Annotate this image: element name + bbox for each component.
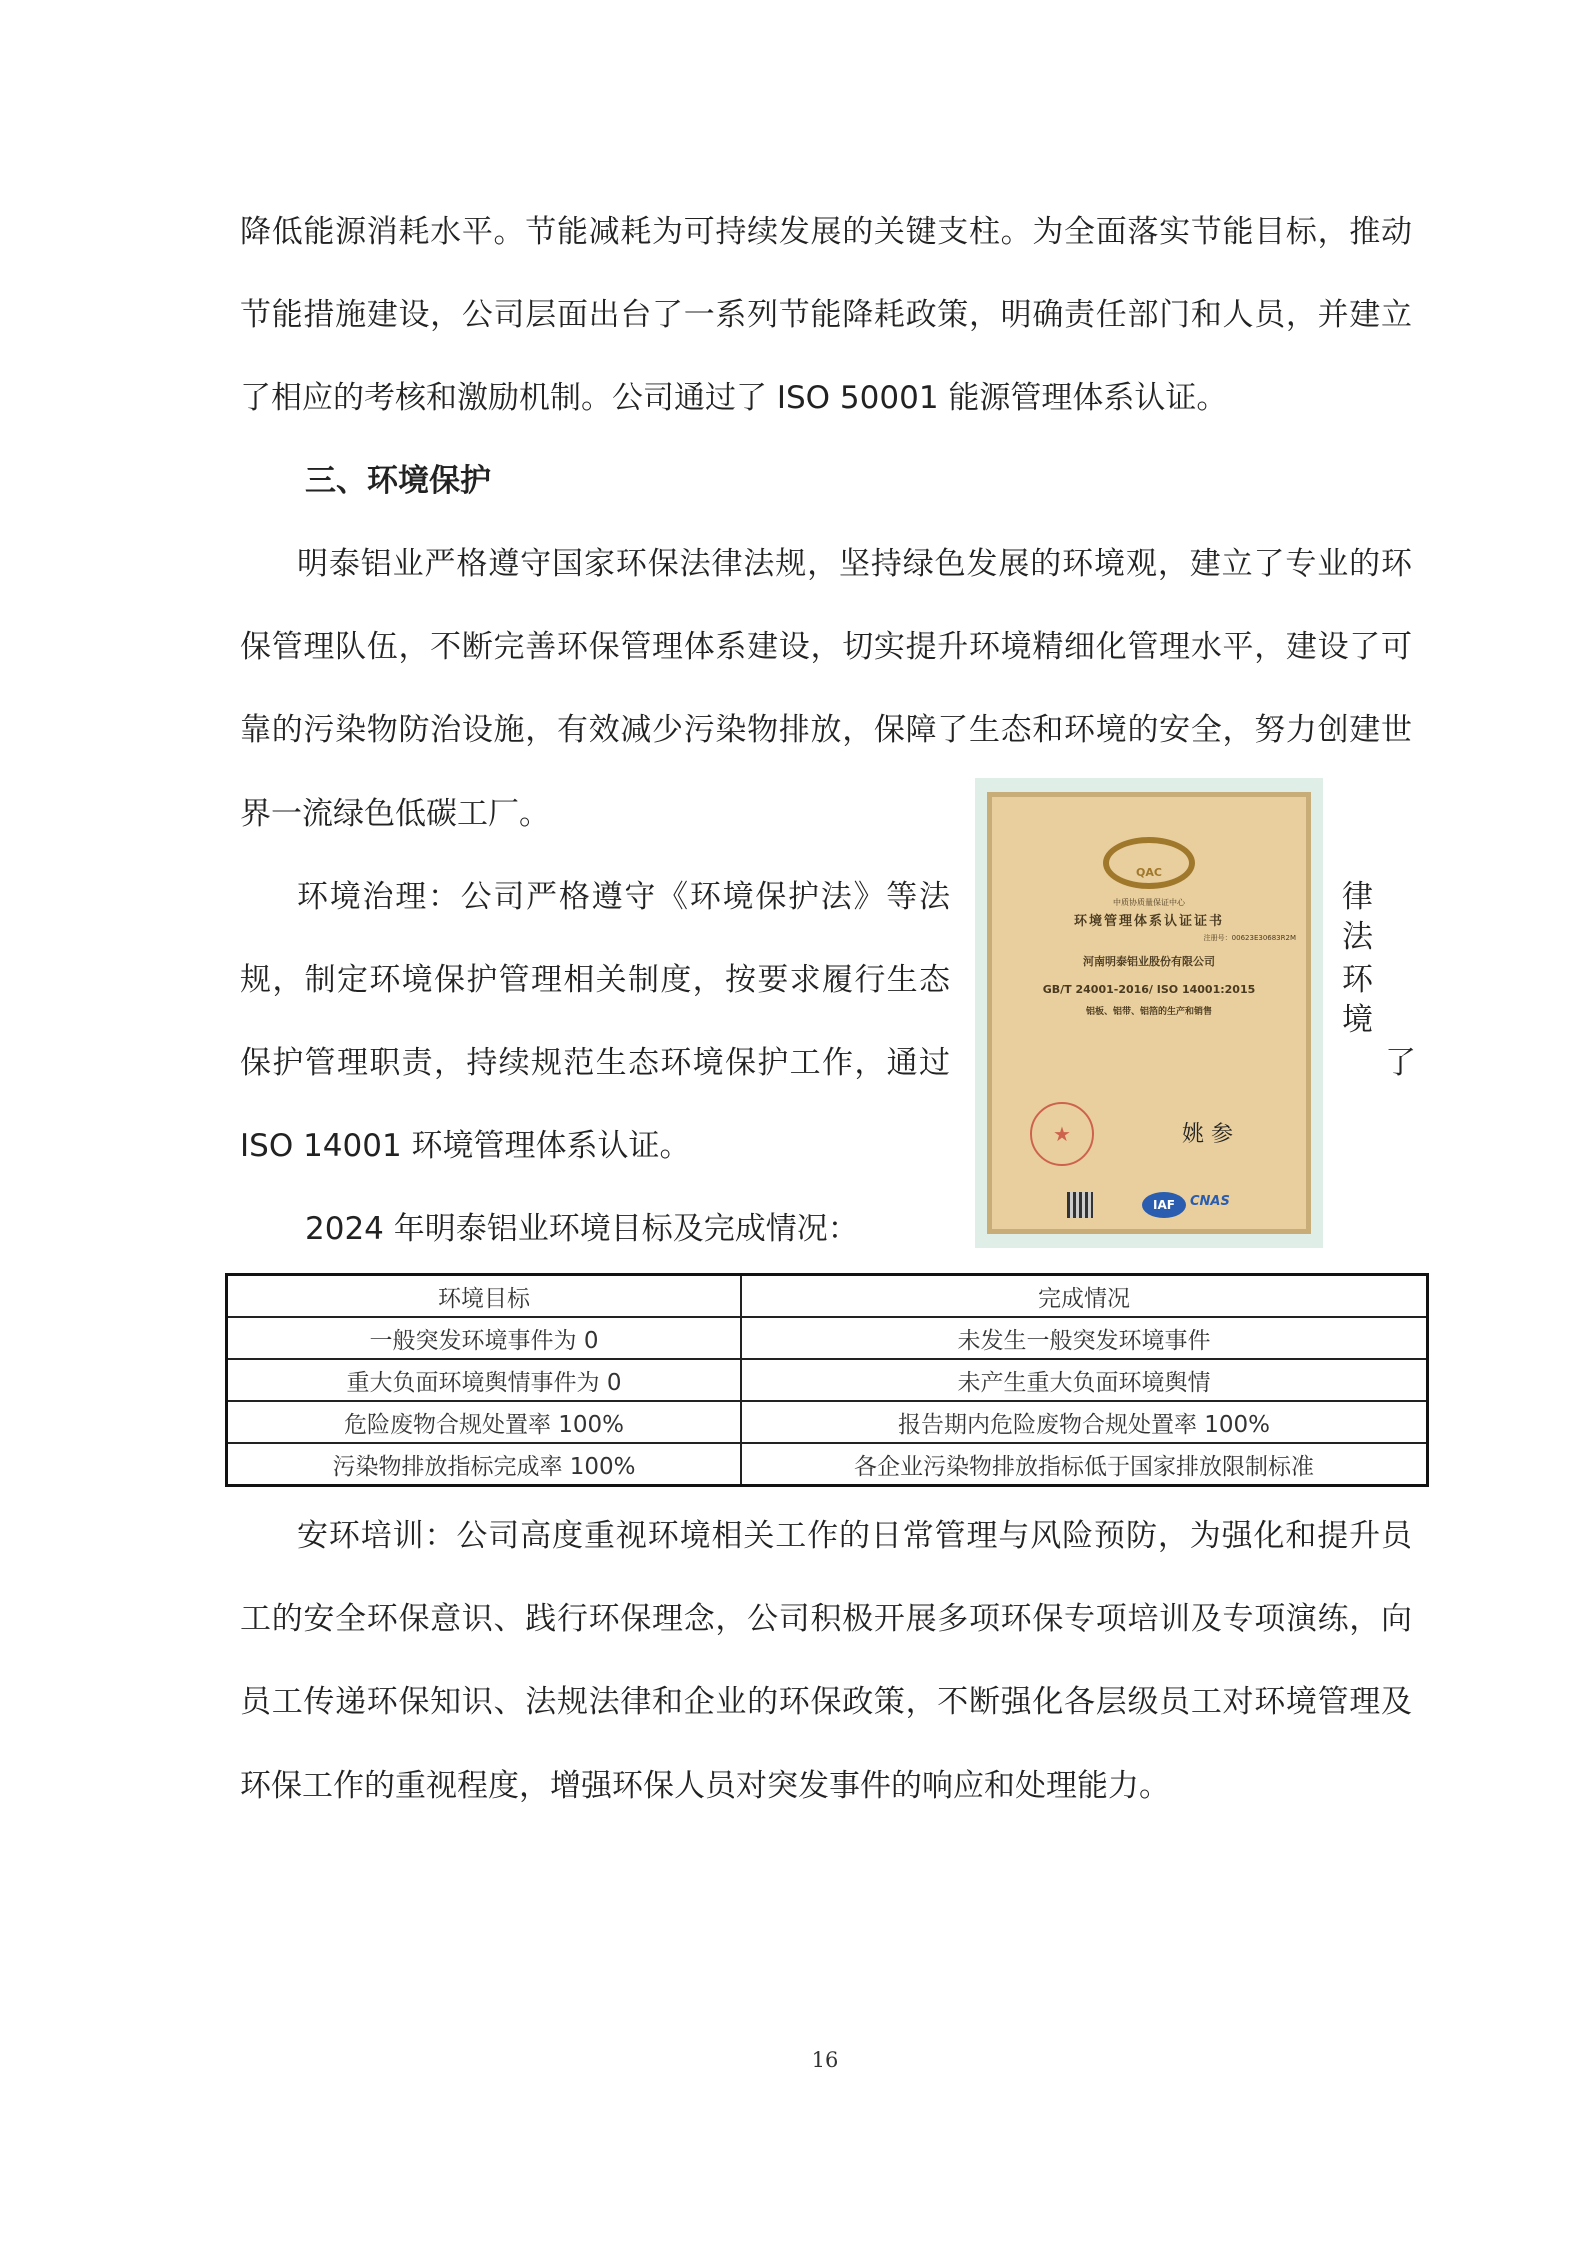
text-line: 环 境 bbox=[1342, 962, 1373, 1038]
page-number: 16 bbox=[811, 2048, 839, 2072]
cert-scope: 铝板、铝带、铝箔的生产和销售 bbox=[1085, 1007, 1212, 1017]
cnas-logo: CNAS bbox=[1190, 1194, 1230, 1209]
certificate-image bbox=[975, 778, 1323, 1248]
text-line: 明泰铝业严格遵守国家环保法律法规，坚持绿色发展的环境观，建立了专业的环 bbox=[297, 546, 1412, 582]
qr-code bbox=[1067, 1192, 1093, 1218]
iaf-logo: IAF bbox=[1142, 1192, 1186, 1218]
red-seal-stamp: ★ bbox=[1030, 1102, 1094, 1166]
text-line: 降低能源消耗水平。节能减耗为可持续发展的关键支柱。为全面落实节能目标，推动 bbox=[240, 214, 1412, 250]
cert-title: 环境管理体系认证证书 bbox=[1073, 914, 1224, 929]
table-cell: 未发生一般突发环境事件 bbox=[741, 1317, 1428, 1359]
table-row bbox=[227, 1359, 1428, 1401]
text-line: 保护管理职责，持续规范生态环境保护工作，通过 bbox=[240, 1045, 950, 1081]
table-cell: 未产生重大负面环境舆情 bbox=[741, 1359, 1428, 1401]
environment-targets-table bbox=[225, 1273, 1429, 1487]
text-line: 了 bbox=[1385, 1045, 1416, 1081]
text-line: 规，制定环境保护管理相关制度，按要求履行生态 bbox=[240, 962, 950, 998]
text-line: 安环培训：公司高度重视环境相关工作的日常管理与风险预防，为强化和提升员 bbox=[297, 1518, 1412, 1554]
qac-logo: QAC bbox=[1103, 837, 1195, 889]
text-line: 员工传递环保知识、法规法律和企业的环保政策，不断强化各层级员工对环境管理及 bbox=[240, 1684, 1412, 1720]
table-cell: 污染物排放指标完成率 100% bbox=[227, 1443, 742, 1486]
table-caption: 2024 年明泰铝业环境目标及完成情况： bbox=[305, 1211, 859, 1247]
table-cell: 一般突发环境事件为 0 bbox=[227, 1317, 742, 1359]
text-line: 律 法 bbox=[1342, 879, 1373, 955]
text-line: 保管理队伍，不断完善环保管理体系建设，切实提升环境精细化管理水平，建设了可 bbox=[240, 629, 1412, 665]
table-row bbox=[227, 1443, 1428, 1486]
section-heading: 三、环境保护 bbox=[305, 463, 491, 499]
table-row bbox=[227, 1401, 1428, 1443]
cert-number: 注册号：00623E30683R2M bbox=[1203, 934, 1296, 942]
cert-issuer: 中质协质量保证中心 bbox=[1113, 898, 1185, 907]
text-line: 靠的污染物防治设施，有效减少污染物排放，保障了生态和环境的安全，努力创建世 bbox=[240, 712, 1412, 748]
table-header-row bbox=[227, 1275, 1428, 1318]
signature: 姚 参 bbox=[1182, 1122, 1233, 1147]
text-line: 节能措施建设，公司层面出台了一系列节能降耗政策，明确责任部门和人员，并建立 bbox=[240, 297, 1412, 333]
text-line: 界一流绿色低碳工厂。 bbox=[240, 796, 550, 832]
table-cell: 报告期内危险废物合规处置率 100% bbox=[741, 1401, 1428, 1443]
table-cell: 重大负面环境舆情事件为 0 bbox=[227, 1359, 742, 1401]
table-header: 完成情况 bbox=[741, 1275, 1428, 1318]
text-line: 环境治理：公司严格遵守《环境保护法》等法 bbox=[297, 879, 950, 915]
cert-standard: GB/T 24001-2016/ ISO 14001:2015 bbox=[1042, 983, 1256, 996]
text-line: 了相应的考核和激励机制。公司通过了 ISO 50001 能源管理体系认证。 bbox=[240, 380, 1228, 416]
text-line: ISO 14001 环境管理体系认证。 bbox=[240, 1128, 691, 1164]
table-header: 环境目标 bbox=[227, 1275, 742, 1318]
cert-company: 河南明泰铝业股份有限公司 bbox=[1083, 955, 1215, 968]
text-line: 工的安全环保意识、践行环保理念，公司积极开展多项环保专项培训及专项演练，向 bbox=[240, 1601, 1412, 1637]
table-cell: 各企业污染物排放指标低于国家排放限制标准 bbox=[741, 1443, 1428, 1486]
text-line: 环保工作的重视程度，增强环保人员对突发事件的响应和处理能力。 bbox=[240, 1768, 1170, 1804]
table-row bbox=[227, 1317, 1428, 1359]
table-cell: 危险废物合规处置率 100% bbox=[227, 1401, 742, 1443]
